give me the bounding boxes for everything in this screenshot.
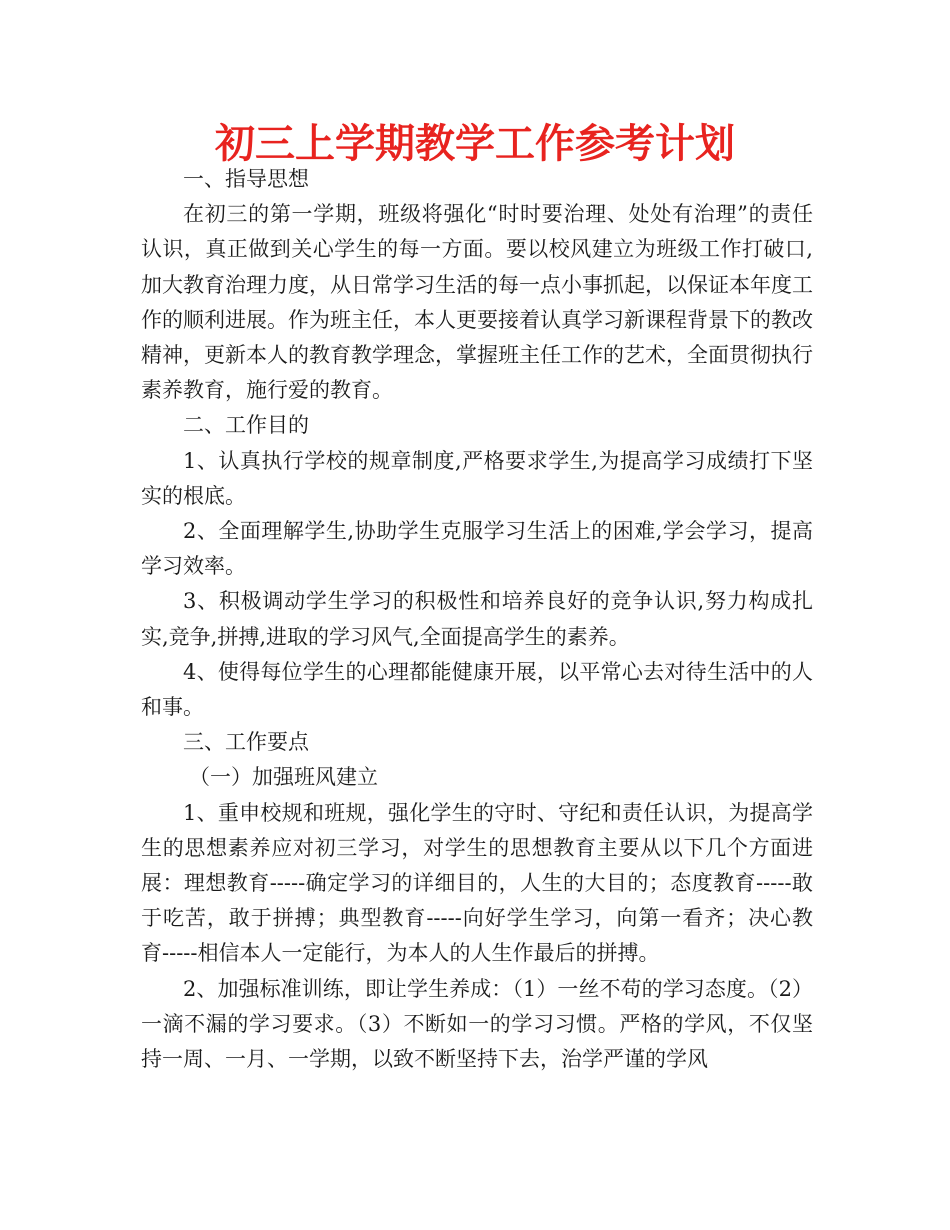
section-heading-work-goals: 二、工作目的	[183, 413, 309, 438]
section-heading-guiding-ideology: 一、指导思想	[183, 167, 309, 191]
goal-item-1: 1、认真执行学校的规章制度,严格要求学生,为提高学习成绩打下坚实的根底。	[141, 448, 813, 508]
point-item-2: 2、加强标准训练，即让学生养成：（1）一丝不苟的学习态度。（2）一滴不漏的学习要求。（3）不断如一的学习习惯。严格的学风，不仅坚持一周、一月、一学期，以致不断坚持下去，治学严谨的学风	[141, 976, 813, 1072]
subsection-heading-class-style: （一）加强班风建立	[189, 765, 378, 790]
goal-item-4: 4、使得每位学生的心理都能健康开展，以平常心去对待生活中的人和事。	[141, 659, 813, 720]
paragraph-guiding-ideology: 在初三的第一学期，班级将强化“时时要治理、处处有治理”的责任认识，真正做到关心学生的每一方面。要以校风建立为班级工作打破口,加大教育治理力度，从日常学习生活的每一点小事抓起，以保证本年度工作的顺利进展。作为班主任，本人更要接着认真学习新课程背景下的教改精神，更新本人的教育教学理念，掌握班主任工作的艺术，全面贯彻执行素养教育，施行爱的教育。	[141, 202, 813, 403]
section-heading-work-points: 三、工作要点	[183, 730, 309, 755]
document-title: 初三上学期教学工作参考计划	[215, 121, 735, 167]
document-body	[141, 162, 813, 1077]
goal-item-2: 2、全面理解学生,协助学生克服学习生活上的困难,学会学习，提高学习效率。	[141, 519, 813, 579]
point-item-1: 1、重申校规和班规，强化学生的守时、守纪和责任认识，为提高学生的思想素养应对初三学习，对学生的思想教育主要从以下几个方面进展：理想教育-----确定学习的详细目的，人生的大目的；态度教育-----敢于吃苦，敢于拼搏；典型教育-----向好学生学习，向第一看齐；决心教育-----相信本人一定能行，为本人的人生作最后的拼搏。	[141, 800, 813, 966]
goal-item-3: 3、积极调动学生学习的积极性和培养良好的竞争认识,努力构成扎实,竞争,拼搏,进取的学习风气,全面提高学生的素养。	[141, 589, 813, 649]
